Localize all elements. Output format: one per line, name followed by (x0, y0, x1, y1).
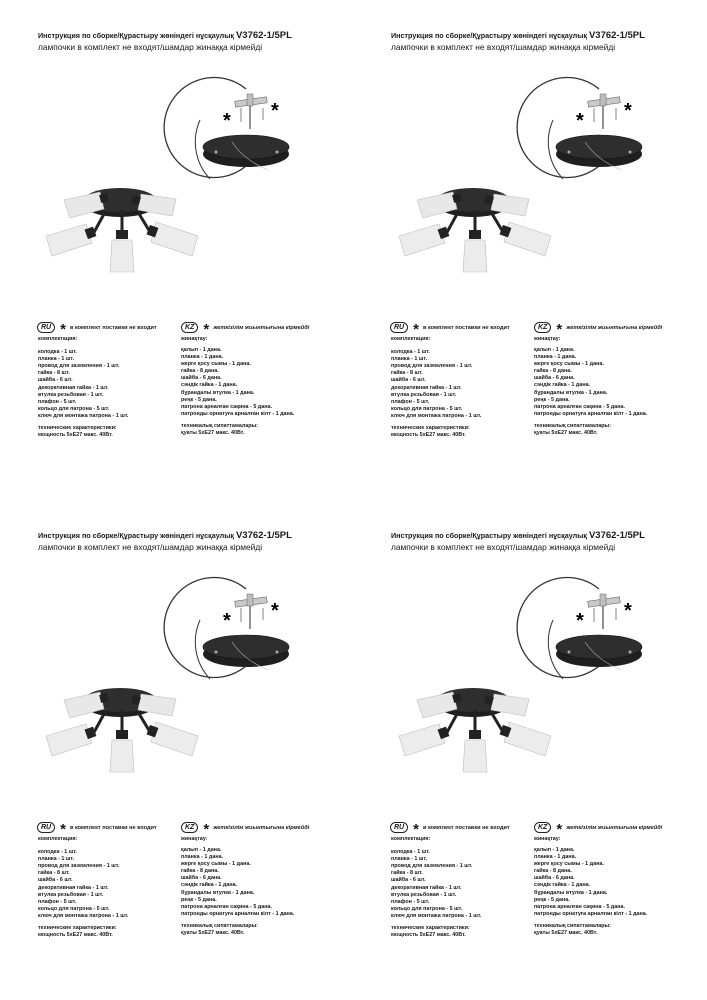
title-text: Инструкция по сборке/Құрастыру жөніндегі нұсқаулық (38, 31, 234, 40)
ru-kit-item: планка - 1 шт. (391, 856, 428, 863)
kz-kit-item: реңк - 5 дана. (181, 396, 217, 403)
kz-kit-item: реңк - 5 дана. (181, 896, 217, 903)
ru-kit-item: колодка - 1 шт. (38, 349, 77, 356)
kz-specs-label: техникалық сипаттамалары: (534, 422, 611, 429)
kz-kit-item: патронды орнатуға арналған кілт - 1 дана. (181, 410, 295, 417)
bulbs-not-included-note: лампочки в комплект не входят/шамдар жинаққа кірмейді (38, 542, 263, 552)
excluded-part-marker: * (223, 110, 231, 132)
kz-specs-value: қуаты 5xE27 макс. 40Вт. (181, 930, 245, 937)
kz-kit-label: жинақтау: (181, 336, 208, 342)
ru-specs-label: технические характеристики: (391, 425, 470, 432)
kz-language-badge: KZ (181, 822, 198, 833)
kz-kit-item: патрона арналған сақина - 5 дана. (534, 903, 625, 910)
kz-kit-item: планка - 1 дана. (534, 354, 577, 361)
instruction-sheet (353, 0, 706, 500)
ru-kit-item: гайка - 8 шт. (391, 370, 423, 377)
kz-kit-item: гайка - 8 дана. (534, 868, 572, 875)
ru-section-header (37, 320, 157, 338)
model-number: V3762-1/5PL (588, 30, 645, 41)
kz-specs-value: қуаты 5xE27 макс. 40Вт. (534, 430, 598, 437)
ru-section-header (37, 820, 157, 838)
kz-specs-label: техникалық сипаттамалары: (181, 922, 258, 929)
bulbs-not-included-note: лампочки в комплект не входят/шамдар жинаққа кірмейді (391, 42, 616, 52)
ru-section-header (390, 320, 510, 338)
kz-not-included-text: жеткізілім жиынтығына кірмейді (213, 324, 310, 331)
ru-kit-item: втулка резьбовая - 1 шт. (391, 891, 457, 898)
kz-kit-item: сәндік гайка - 1 дана. (534, 882, 591, 889)
ru-kit-label: комплектация: (391, 836, 431, 842)
ru-kit-item: гайка - 8 шт. (391, 870, 423, 877)
ru-kit-item: кольцо для патрона - 5 шт. (391, 405, 463, 412)
kz-kit-item: планка - 1 дана. (181, 854, 224, 861)
bracket-post (247, 594, 253, 606)
mount-detail-inset (164, 78, 289, 180)
mount-detail-inset (517, 78, 642, 180)
ru-kit-label: комплектация: (38, 336, 78, 342)
kz-kit-item: гайка - 8 дана. (181, 368, 219, 375)
kz-kit-item: қалып - 1 дана. (534, 847, 575, 853)
ru-kit-item: колодка - 1 шт. (391, 349, 430, 356)
ru-kit-item: колодка - 1 шт. (38, 849, 77, 856)
lamp-shade (399, 714, 457, 756)
kz-kit-item: гайка - 8 дана. (534, 368, 572, 375)
excluded-part-marker: * (576, 610, 584, 632)
kz-kit-item: жерге қосу сымы - 1 дана. (534, 861, 604, 868)
kz-kit-item: патрона арналған сақина - 5 дана. (181, 903, 272, 910)
kz-specs-label: техникалық сипаттамалары: (534, 922, 611, 929)
ru-kit-list (38, 836, 128, 939)
lamp-shade (463, 710, 487, 772)
kz-kit-item: шайба - 6 дана. (534, 375, 575, 382)
kz-section-header (181, 820, 310, 838)
bracket-post (247, 94, 253, 106)
kz-kit-item: гайка - 8 дана. (181, 868, 219, 875)
ru-kit-item: втулка резьбовая - 1 шт. (391, 391, 457, 398)
kz-language-badge: KZ (534, 822, 551, 833)
lamp-shade (138, 712, 198, 756)
kz-kit-list (181, 336, 295, 437)
kz-kit-item: бұрандалы втулка - 1 дана. (181, 889, 255, 896)
ru-kit-item: планка - 1 шт. (38, 856, 75, 863)
screw-head (215, 651, 218, 654)
excluded-part-marker: * (624, 600, 632, 622)
chandelier-illustration (399, 688, 551, 772)
ru-kit-item: шайба - 6 шт. (38, 877, 73, 884)
ru-kit-label: комплектация: (391, 336, 431, 342)
instruction-sheet (0, 0, 353, 500)
bulbs-not-included-note: лампочки в комплект не входят/шамдар жинаққа кірмейді (391, 542, 616, 552)
ru-kit-item: провод для заземления - 1 шт. (38, 363, 120, 370)
ru-kit-item: шайба - 6 шт. (391, 877, 426, 884)
ru-kit-item: провод для заземления - 1 шт. (38, 863, 120, 870)
ru-language-badge: RU (390, 822, 408, 833)
screw-head (568, 151, 571, 154)
excluded-part-marker: * (576, 110, 584, 132)
kz-kit-list (534, 336, 648, 437)
kz-kit-item: сәндік гайка - 1 дана. (181, 882, 238, 889)
kz-kit-item: қалып - 1 дана. (534, 347, 575, 353)
not-included-marker: * (556, 820, 563, 838)
lamp-shade (46, 714, 104, 756)
kz-kit-item: қалып - 1 дана. (181, 847, 222, 853)
chandelier-illustration (399, 188, 551, 272)
kz-specs-value: қуаты 5xE27 макс. 40Вт. (534, 930, 598, 937)
canopy-plate (203, 635, 289, 659)
kz-kit-label: жинақтау: (534, 336, 561, 342)
ru-kit-list (391, 336, 481, 439)
ru-specs-value: мощность 5xE27 макс. 40Вт. (391, 932, 466, 939)
kz-kit-item: патрона арналған сақина - 5 дана. (534, 403, 625, 410)
not-included-marker: * (60, 320, 66, 338)
kz-section-header (181, 320, 310, 338)
ru-kit-item: планка - 1 шт. (391, 356, 428, 363)
screw-head (215, 151, 218, 154)
not-included-marker: * (556, 320, 563, 338)
ru-kit-item: плафон - 5 шт. (391, 398, 430, 405)
kz-kit-item: реңк - 5 дана. (534, 396, 570, 403)
model-number: V3762-1/5PL (588, 530, 645, 541)
ru-specs-value: мощность 5xE27 макс. 40Вт. (38, 432, 113, 439)
ru-language-badge: RU (37, 322, 55, 333)
ru-kit-item: втулка резьбовая - 1 шт. (38, 391, 104, 398)
lamp-shade (491, 712, 551, 756)
ru-kit-item: провод для заземления - 1 шт. (391, 363, 473, 370)
ru-kit-item: ключ для монтажа патрона - 1 шт. (38, 912, 129, 919)
screw-head (276, 651, 279, 654)
kz-kit-item: жерге қосу сымы - 1 дана. (181, 361, 251, 368)
mount-detail-inset (517, 578, 642, 680)
instruction-sheet (353, 500, 706, 1000)
kz-language-badge: KZ (534, 322, 551, 333)
mount-detail-inset (164, 578, 289, 680)
kz-specs-label: техникалық сипаттамалары: (181, 422, 258, 429)
ru-kit-list (38, 336, 128, 439)
kz-section-header (534, 320, 663, 338)
ru-kit-item: шайба - 6 шт. (38, 377, 73, 384)
kz-kit-item: планка - 1 дана. (534, 854, 577, 861)
bracket-post (600, 94, 606, 106)
ru-not-included-text: в комплект поставки не входит (422, 824, 510, 831)
kz-kit-item: реңк - 5 дана. (534, 896, 570, 903)
kz-kit-item: сәндік гайка - 1 дана. (534, 382, 591, 389)
ru-kit-item: декоративная гайка - 1 шт. (38, 884, 109, 891)
ru-kit-item: провод для заземления - 1 шт. (391, 863, 473, 870)
canopy-plate (556, 135, 642, 159)
kz-kit-item: патронды орнатуға арналған кілт - 1 дана. (534, 910, 648, 917)
not-included-marker: * (413, 320, 419, 338)
ru-kit-item: планка - 1 шт. (38, 356, 75, 363)
ru-kit-item: гайка - 8 шт. (38, 370, 70, 377)
ru-kit-item: плафон - 5 шт. (38, 398, 77, 405)
kz-kit-item: бұрандалы втулка - 1 дана. (534, 389, 608, 396)
kz-kit-item: патрона арналған сақина - 5 дана. (181, 403, 272, 410)
ru-kit-item: декоративная гайка - 1 шт. (391, 384, 462, 391)
model-number: V3762-1/5PL (235, 530, 292, 541)
ru-kit-item: втулка резьбовая - 1 шт. (38, 891, 104, 898)
kz-not-included-text: жеткізілім жиынтығына кірмейді (566, 824, 663, 831)
chandelier-illustration (46, 188, 198, 272)
kz-kit-item: қалып - 1 дана. (181, 347, 222, 353)
excluded-part-marker: * (271, 100, 279, 122)
lamp-shade (46, 214, 104, 256)
ru-kit-item: кольцо для патрона - 5 шт. (38, 905, 110, 912)
ru-specs-value: мощность 5xE27 макс. 40Вт. (38, 932, 113, 939)
kz-kit-item: бұрандалы втулка - 1 дана. (181, 389, 255, 396)
canopy-plate (556, 635, 642, 659)
title-text: Инструкция по сборке/Құрастыру жөніндегі нұсқаулық (391, 31, 587, 40)
ru-kit-label: комплектация: (38, 836, 78, 842)
kz-kit-item: патронды орнатуға арналған кілт - 1 дана. (181, 910, 295, 917)
screw-head (568, 651, 571, 654)
ru-kit-item: колодка - 1 шт. (391, 849, 430, 856)
ru-kit-item: ключ для монтажа патрона - 1 шт. (391, 412, 482, 419)
ru-kit-item: декоративная гайка - 1 шт. (391, 884, 462, 891)
kz-kit-list (534, 836, 648, 937)
ru-specs-label: технические характеристики: (38, 925, 117, 932)
ru-kit-item: декоративная гайка - 1 шт. (38, 384, 109, 391)
kz-kit-list (181, 836, 295, 937)
kz-kit-item: бұрандалы втулка - 1 дана. (534, 889, 608, 896)
kz-kit-item: планка - 1 дана. (181, 354, 224, 361)
kz-kit-item: шайба - 6 дана. (181, 375, 222, 382)
model-number: V3762-1/5PL (235, 30, 292, 41)
bracket-post (600, 594, 606, 606)
ru-kit-item: плафон - 5 шт. (38, 898, 77, 905)
ru-kit-item: ключ для монтажа патрона - 1 шт. (391, 912, 482, 919)
lamp-shade (491, 212, 551, 256)
kz-kit-item: жерге қосу сымы - 1 дана. (181, 861, 251, 868)
ru-kit-item: ключ для монтажа патрона - 1 шт. (38, 412, 129, 419)
lamp-shade (399, 214, 457, 256)
kz-language-badge: KZ (181, 322, 198, 333)
excluded-part-marker: * (624, 100, 632, 122)
ru-not-included-text: в комплект поставки не входит (422, 324, 510, 331)
canopy-plate (203, 135, 289, 159)
kz-kit-item: патронды орнатуға арналған кілт - 1 дана. (534, 410, 648, 417)
kz-kit-item: жерге қосу сымы - 1 дана. (534, 361, 604, 368)
kz-kit-label: жинақтау: (181, 836, 208, 842)
ru-specs-label: технические характеристики: (38, 425, 117, 432)
ru-specs-label: технические характеристики: (391, 925, 470, 932)
lamp-shade (463, 210, 487, 272)
instruction-sheet (0, 500, 353, 1000)
ru-kit-item: гайка - 8 шт. (38, 870, 70, 877)
ru-section-header (390, 820, 510, 838)
kz-kit-item: шайба - 6 дана. (181, 875, 222, 882)
kz-kit-item: сәндік гайка - 1 дана. (181, 382, 238, 389)
ru-language-badge: RU (37, 822, 55, 833)
kz-specs-value: қуаты 5xE27 макс. 40Вт. (181, 430, 245, 437)
screw-head (276, 151, 279, 154)
lamp-shade (138, 212, 198, 256)
excluded-part-marker: * (223, 610, 231, 632)
ru-kit-list (391, 836, 481, 939)
kz-kit-label: жинақтау: (534, 836, 561, 842)
ru-not-included-text: в комплект поставки не входит (69, 324, 157, 331)
ru-specs-value: мощность 5xE27 макс. 40Вт. (391, 432, 466, 439)
screw-head (629, 151, 632, 154)
not-included-marker: * (60, 820, 66, 838)
title-text: Инструкция по сборке/Құрастыру жөніндегі нұсқаулық (391, 531, 587, 540)
chandelier-illustration (46, 688, 198, 772)
not-included-marker: * (413, 820, 419, 838)
lamp-shade (110, 210, 134, 272)
kz-not-included-text: жеткізілім жиынтығына кірмейді (566, 324, 663, 331)
bulbs-not-included-note: лампочки в комплект не входят/шамдар жинаққа кірмейді (38, 42, 263, 52)
ru-kit-item: шайба - 6 шт. (391, 377, 426, 384)
title-text: Инструкция по сборке/Құрастыру жөніндегі нұсқаулық (38, 531, 234, 540)
kz-kit-item: шайба - 6 дана. (534, 875, 575, 882)
not-included-marker: * (203, 820, 210, 838)
ru-kit-item: кольцо для патрона - 5 шт. (391, 905, 463, 912)
lamp-shade (110, 710, 134, 772)
ru-kit-item: плафон - 5 шт. (391, 898, 430, 905)
ru-language-badge: RU (390, 322, 408, 333)
ru-not-included-text: в комплект поставки не входит (69, 824, 157, 831)
ru-kit-item: кольцо для патрона - 5 шт. (38, 405, 110, 412)
not-included-marker: * (203, 320, 210, 338)
kz-not-included-text: жеткізілім жиынтығына кірмейді (213, 824, 310, 831)
excluded-part-marker: * (271, 600, 279, 622)
screw-head (629, 651, 632, 654)
kz-section-header (534, 820, 663, 838)
